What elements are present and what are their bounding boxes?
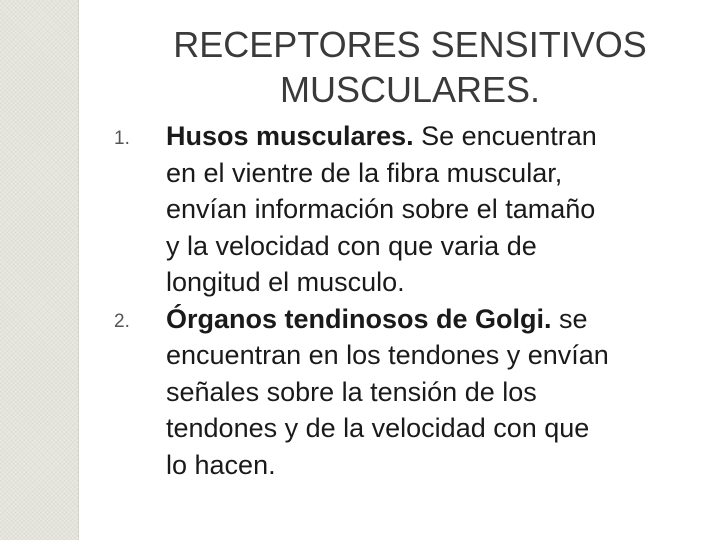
slide-title-line-1: RECEPTORES SENSITIVOS xyxy=(173,24,647,65)
slide-title-line-2: MUSCULARES. xyxy=(279,69,541,110)
list-item-line xyxy=(166,447,714,484)
list-item-line xyxy=(166,191,714,228)
list-item-number: 2. xyxy=(114,310,130,332)
list-item-line-text: y la velocidad con que varia de xyxy=(166,230,537,261)
list-item-line-text: Se encuentran xyxy=(413,121,597,151)
list-item-line-text: señales sobre la tensión de los xyxy=(166,376,537,407)
list-item-line-text: lo hacen. xyxy=(166,449,276,480)
list-item-line xyxy=(166,410,714,447)
list-item-line xyxy=(166,118,714,155)
receptor-list xyxy=(114,118,714,483)
list-item-line xyxy=(166,264,714,301)
list-item-husos-musculares xyxy=(114,118,714,301)
list-item-line xyxy=(166,337,714,374)
list-item-number: 1. xyxy=(114,128,130,149)
list-item-line xyxy=(166,155,714,192)
list-item-line-text: se xyxy=(551,303,588,334)
list-item-line xyxy=(166,374,714,411)
term-husos-musculares: Husos musculares. xyxy=(166,121,414,151)
list-item-line-text: longitud el musculo. xyxy=(166,267,405,297)
decorative-side-strip xyxy=(0,0,79,540)
list-item-organos-golgi xyxy=(114,301,714,484)
list-item-line-text: tendones y de la velocidad con que xyxy=(166,413,590,443)
list-item-line-text: en el vientre de la fibra muscular, xyxy=(166,157,563,188)
list-item-line xyxy=(166,228,714,265)
slide-title xyxy=(110,22,710,112)
list-item-line xyxy=(166,301,714,338)
term-organos-tendinosos-golgi: Órganos tendinosos de Golgi. xyxy=(166,303,552,334)
list-item-line-text: encuentran en los tendones y envían xyxy=(166,340,609,370)
list-item-line-text: envían información sobre el tamaño xyxy=(166,194,596,224)
